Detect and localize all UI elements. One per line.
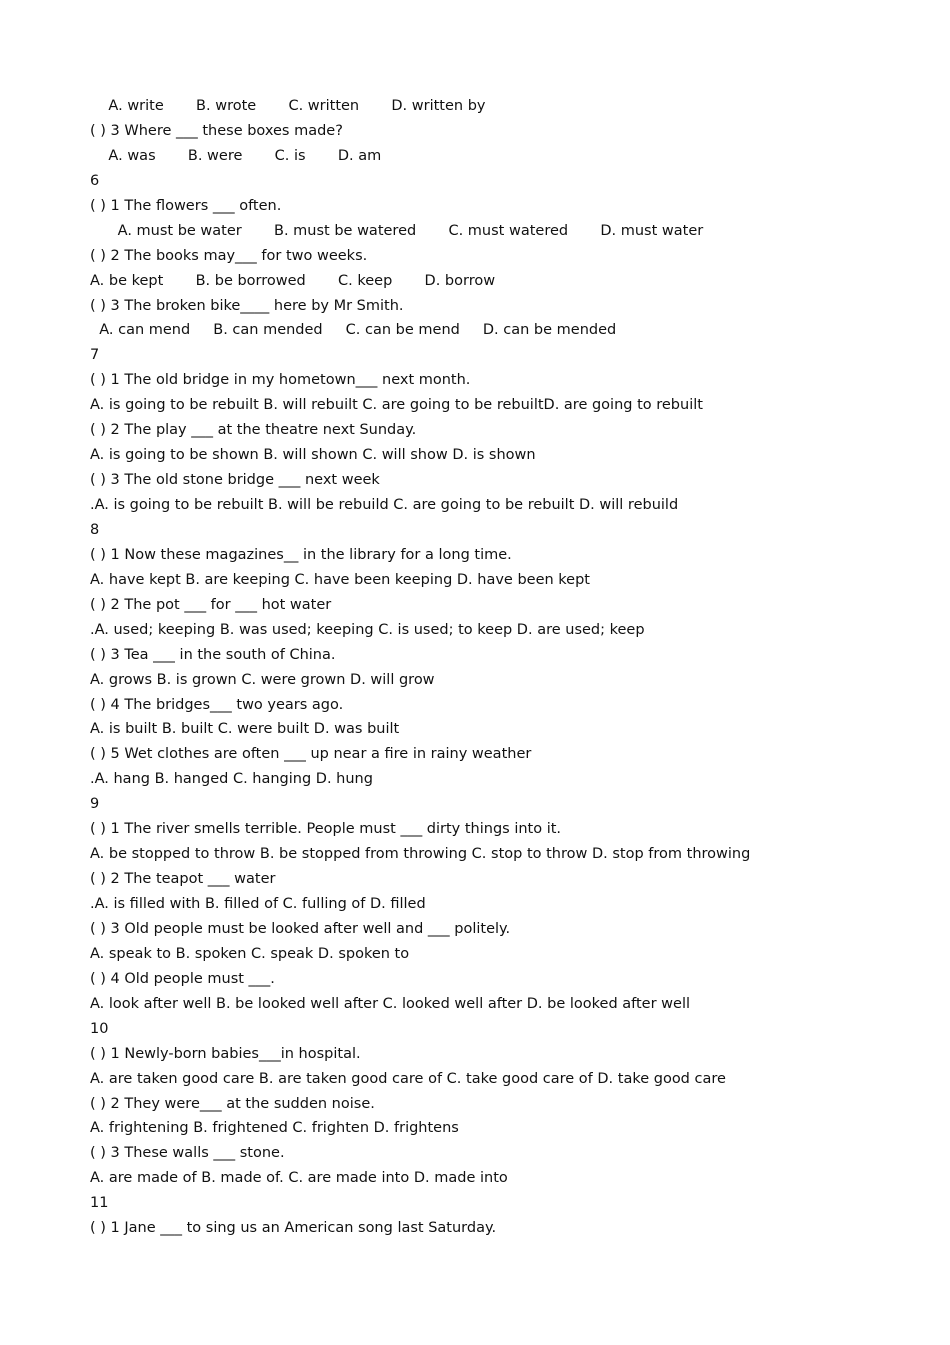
option-line: A. is going to be shown B. will shown C. will show D. is shown — [90, 447, 536, 464]
option-line: A. speak to B. spoken C. speak D. spoken to — [90, 945, 410, 962]
option-line: A. grows B. is grown C. were grown D. will grow — [90, 671, 435, 688]
question-line: ( ) 1 The flowers ___ often. — [90, 197, 282, 214]
question-line: ( ) 2 The books may___ for two weeks. — [90, 247, 368, 264]
question-line: ( ) 2 They were___ at the sudden noise. — [90, 1095, 375, 1112]
option-line: A. look after well B. be looked well after C. looked well after D. be looked after well — [90, 995, 691, 1012]
option-line: .A. used; keeping B. was used; keeping C. is used; to keep D. are used; keep — [90, 621, 645, 638]
question-line: ( ) 3 These walls ___ stone. — [90, 1145, 285, 1162]
question-line: ( ) 1 Jane ___ to sing us an American song last Saturday. — [90, 1220, 497, 1237]
option-line: .A. hang B. hanged C. hanging D. hung — [90, 771, 373, 788]
section-number: 6 — [90, 172, 100, 189]
option-line: A. be stopped to throw B. be stopped from throwing C. stop to throw D. stop from throwing — [90, 846, 751, 863]
section-number: 7 — [90, 347, 100, 364]
option-line: .A. is filled with B. filled of C. fulling of D. filled — [90, 896, 426, 912]
question-line: ( ) 3 The old stone bridge ___ next week — [90, 472, 380, 489]
option-line: A. was B. were C. is D. am — [90, 147, 382, 164]
option-line: .A. is going to be rebuilt B. will be rebuild C. are going to be rebuilt D. will rebuild — [90, 497, 679, 513]
document-page — [90, 94, 910, 1241]
option-line: A. can mend B. can mended C. can be mend D. can be mended — [90, 322, 617, 339]
option-line: A. have kept B. are keeping C. have been keeping D. have been kept — [90, 571, 590, 588]
question-line: ( ) 1 Now these magazines__ in the library for a long time. — [90, 546, 512, 563]
option-line: A. are taken good care B. are taken good care of C. take good care of D. take good care — [90, 1070, 726, 1087]
question-line: ( ) 2 The pot ___ for ___ hot water — [90, 596, 332, 613]
question-line: ( ) 1 The old bridge in my hometown___ next month. — [90, 372, 471, 389]
question-line: ( ) 4 Old people must ___. — [90, 970, 275, 987]
option-line: A. are made of B. made of. C. are made into D. made into — [90, 1170, 508, 1187]
question-line: ( ) 3 Tea ___ in the south of China. — [90, 646, 336, 663]
question-line: ( ) 5 Wet clothes are often ___ up near a fire in rainy weather — [90, 746, 532, 763]
option-line: A. frightening B. frightened C. frighten D. frightens — [90, 1120, 459, 1137]
section-number: 10 — [90, 1020, 109, 1037]
question-line: ( ) 3 Where ___ these boxes made? — [90, 122, 343, 139]
question-line: ( ) 4 The bridges___ two years ago. — [90, 696, 344, 713]
question-line: ( ) 1 The river smells terrible. People must ___ dirty things into it. — [90, 821, 562, 838]
section-number: 9 — [90, 796, 100, 813]
option-line: A. is going to be rebuilt B. will rebuilt C. are going to be rebuiltD. are going to rebuilt — [90, 397, 703, 414]
option-line: A. write B. wrote C. written D. written by — [90, 98, 486, 114]
question-line: ( ) 3 The broken bike____ here by Mr Smith. — [90, 297, 404, 314]
section-number: 8 — [90, 521, 100, 538]
question-line: ( ) 1 Newly-born babies___in hospital. — [90, 1045, 361, 1062]
section-number: 11 — [90, 1195, 109, 1212]
option-line: A. must be water B. must be watered C. must watered D. must water — [90, 222, 704, 239]
question-line: ( ) 2 The teapot ___ water — [90, 871, 276, 888]
option-line: A. be kept B. be borrowed C. keep D. borrow — [90, 272, 496, 289]
question-line: ( ) 3 Old people must be looked after well and ___ politely. — [90, 920, 511, 937]
option-line: A. is built B. built C. were built D. was built — [90, 721, 400, 738]
question-line: ( ) 2 The play ___ at the theatre next Sunday. — [90, 422, 417, 439]
